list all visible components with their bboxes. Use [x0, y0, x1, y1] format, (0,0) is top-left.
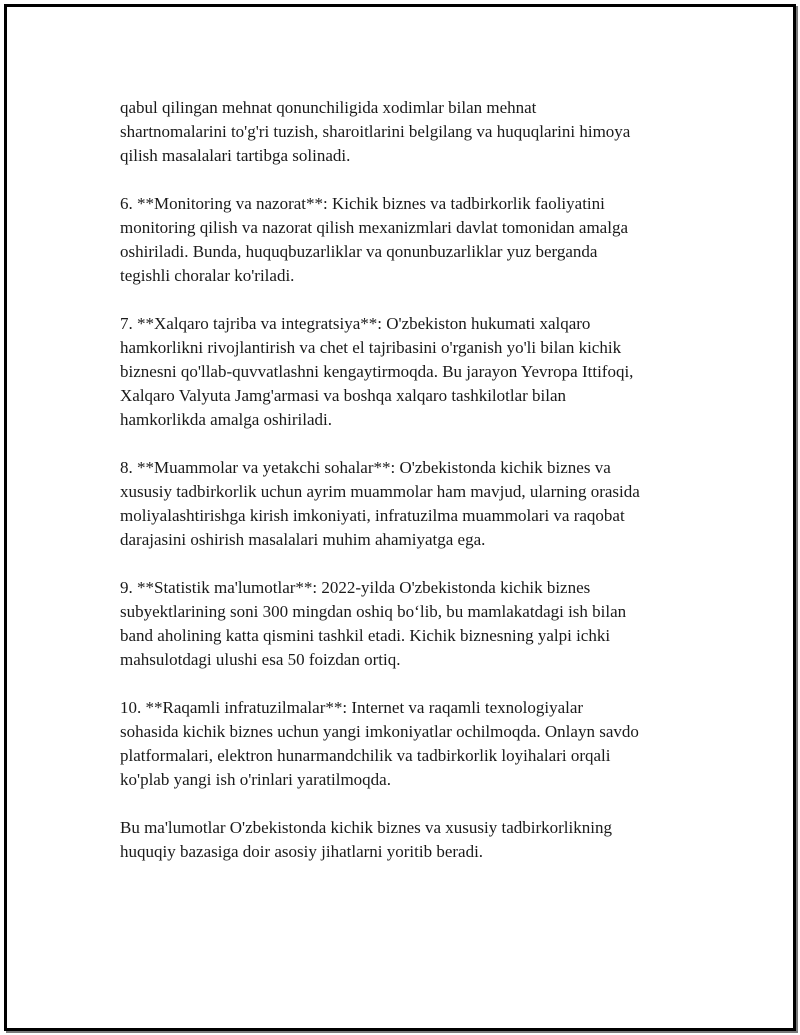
paragraph-international: [120, 312, 700, 432]
text-line: sohasida kichik biznes uchun yangi imkoniyatlar ochilmoqda. Onlayn savdo: [120, 722, 639, 741]
text-line: shartnomalarini to'g'ri tuzish, sharoitlarini belgilang va huquqlarini himoya: [120, 122, 631, 141]
text-line: xususiy tadbirkorlik uchun ayrim muammolar ham mavjud, ularning orasida: [120, 482, 640, 501]
text-line: darajasini oshirish masalalari muhim ahamiyatga ega.: [120, 530, 486, 549]
paragraph-monitoring: [120, 192, 700, 288]
text-line: 8. **Muammolar va yetakchi sohalar**: O'zbekistonda kichik biznes va: [120, 458, 611, 477]
document-page: [4, 4, 796, 1031]
paragraph-labor-law: [120, 96, 700, 168]
text-line: ko'plab yangi ish o'rinlari yaratilmoqda.: [120, 770, 391, 789]
text-line: qilish masalalari tartibga solinadi.: [120, 146, 351, 165]
text-line: subyektlarining soni 300 mingdan oshiq bo‘lib, bu mamlakatdagi ish bilan: [120, 602, 627, 621]
text-line: tegishli choralar ko'riladi.: [120, 266, 295, 285]
text-line: oshiriladi. Bunda, huquqbuzarliklar va qonunbuzarliklar yuz berganda: [120, 242, 598, 261]
text-line: biznesni qo'llab-quvvatlashni kengaytirmoqda. Bu jarayon Yevropa Ittifoqi,: [120, 362, 634, 381]
text-line: qabul qilingan mehnat qonunchiligida xodimlar bilan mehnat: [120, 98, 537, 117]
document-body: [120, 96, 700, 888]
paragraph-problems: [120, 456, 700, 552]
text-line: Bu ma'lumotlar O'zbekistonda kichik biznes va xususiy tadbirkorlikning: [120, 818, 612, 837]
text-line: 10. **Raqamli infratuzilmalar**: Internet va raqamli texnologiyalar: [120, 698, 584, 717]
text-line: hamkorlikni rivojlantirish va chet el tajribasini o'rganish yo'li bilan kichik: [120, 338, 622, 357]
text-line: monitoring qilish va nazorat qilish mexanizmlari davlat tomonidan amalga: [120, 218, 628, 237]
text-line: huquqiy bazasiga doir asosiy jihatlarni yoritib beradi.: [120, 842, 484, 861]
text-line: hamkorlikda amalga oshiriladi.: [120, 410, 332, 429]
text-line: band aholining katta qismini tashkil etadi. Kichik biznesning yalpi ichki: [120, 626, 611, 645]
text-line: 9. **Statistik ma'lumotlar**: 2022-yilda O'zbekistonda kichik biznes: [120, 578, 591, 597]
text-line: mahsulotdagi ulushi esa 50 foizdan ortiq.: [120, 650, 401, 669]
text-line: 6. **Monitoring va nazorat**: Kichik biznes va tadbirkorlik faoliyatini: [120, 194, 605, 213]
paragraph-statistics: [120, 576, 700, 672]
text-line: 7. **Xalqaro tajriba va integratsiya**: O'zbekiston hukumati xalqaro: [120, 314, 591, 333]
paragraph-conclusion: [120, 816, 700, 864]
text-line: Xalqaro Valyuta Jamg'armasi va boshqa xalqaro tashkilotlar bilan: [120, 386, 567, 405]
text-line: moliyalashtirishga kirish imkoniyati, infratuzilma muammolari va raqobat: [120, 506, 625, 525]
text-line: platformalari, elektron hunarmandchilik va tadbirkorlik loyihalari orqali: [120, 746, 611, 765]
paragraph-digital: [120, 696, 700, 792]
